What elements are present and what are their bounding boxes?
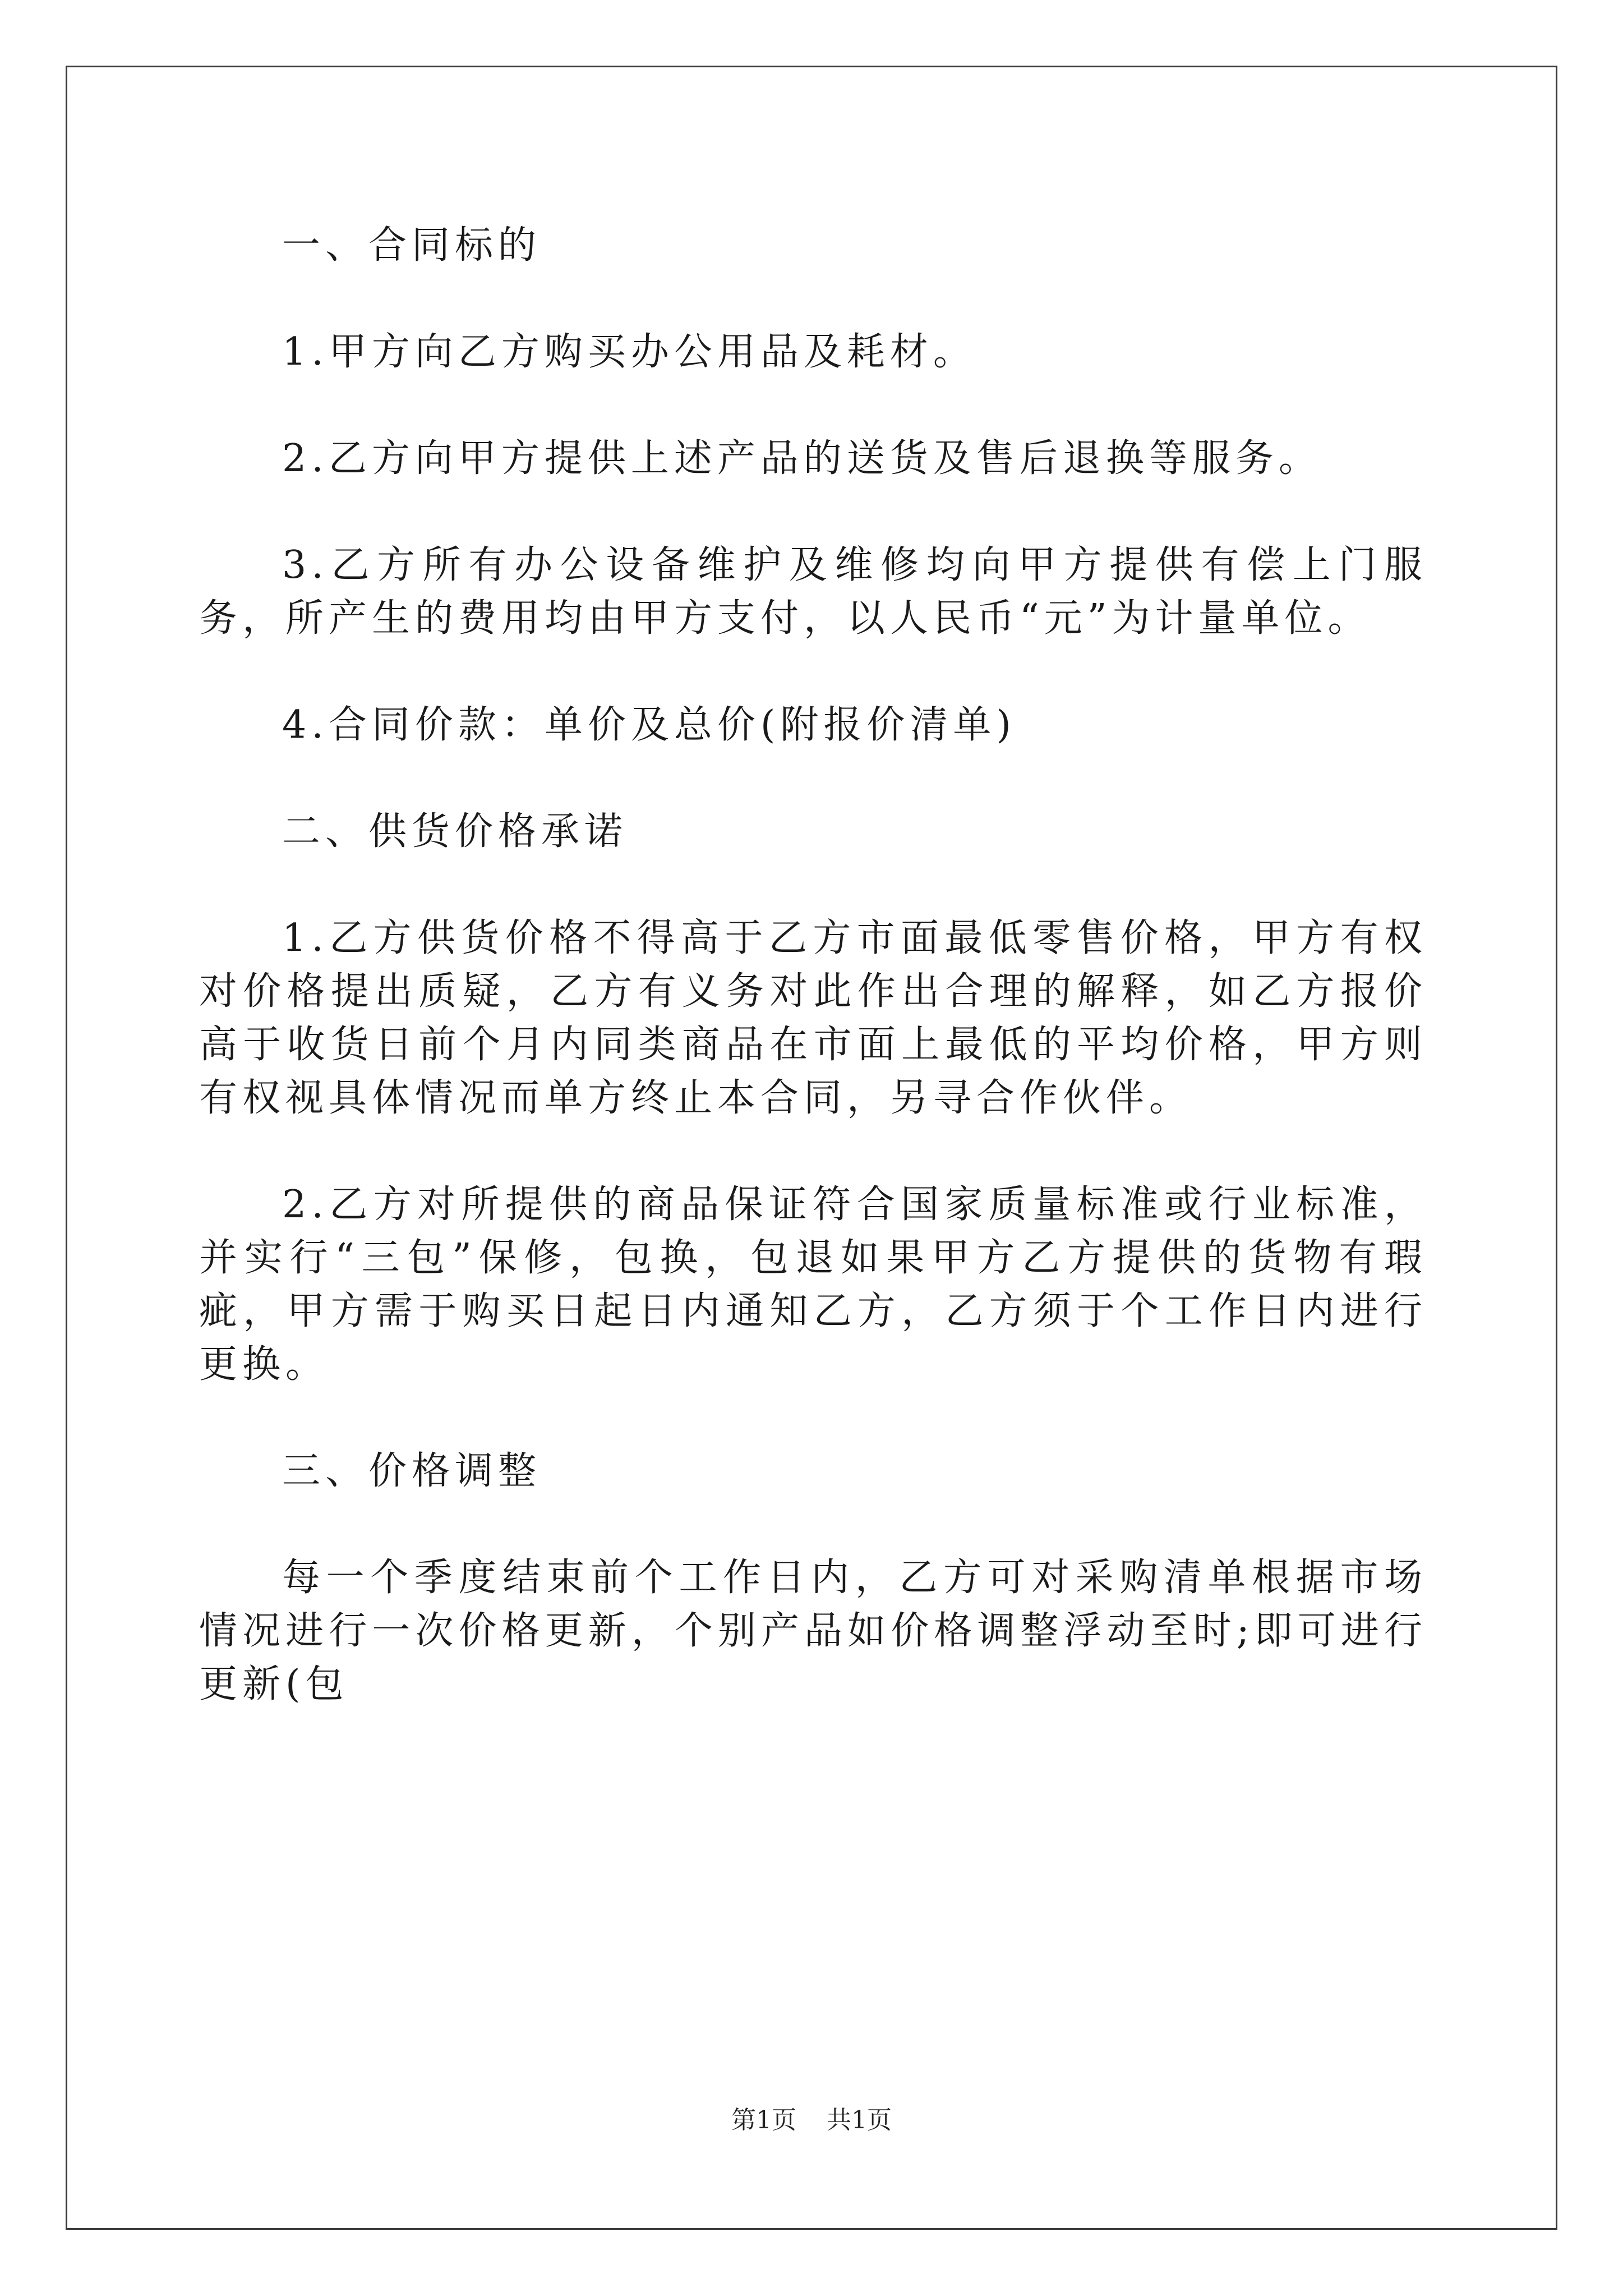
clause-paragraph: 每一个季度结束前个工作日内，乙方可对采购清单根据市场情况进行一次价格更新，个别产品如价格调整浮动至时;即可进行更新(包 (199, 1556, 1427, 1706)
document-body (199, 219, 1427, 1764)
page-number-current: 第1页 (731, 2106, 796, 2134)
clause-paragraph: 3.乙方所有办公设备维护及维修均向甲方提供有偿上门服务，所产生的费用均由甲方支付，以人民币“元”为计量单位。 (199, 543, 1427, 641)
page-number-total: 共1页 (827, 2106, 892, 2134)
section-heading-price-adjustment: 三、价格调整 (282, 1449, 542, 1493)
page-footer (0, 2104, 1623, 2137)
clause-paragraph: 4.合同价款：单价及总价(附报价清单) (282, 703, 1016, 747)
section-heading-price-commitment: 二、供货价格承诺 (282, 809, 628, 854)
clause-paragraph: 1.乙方供货价格不得高于乙方市面最低零售价格，甲方有权对价格提出质疑，乙方有义务对此作出合理的解释，如乙方报价高于收货日前个月内同类商品在市面上最低的平均价格，甲方则有权视具体情况而单方终止本合同，另寻合作伙伴。 (199, 916, 1427, 1120)
clause-paragraph: 2.乙方向甲方提供上述产品的送货及售后退换等服务。 (282, 436, 1322, 481)
clause-paragraph: 1.甲方向乙方购买办公用品及耗材。 (282, 330, 976, 374)
section-heading-subject: 一、合同标的 (282, 223, 542, 268)
clause-paragraph: 2.乙方对所提供的商品保证符合国家质量标准或行业标准，并实行“三包”保修，包换，包退如果甲方乙方提供的货物有瑕疵，甲方需于购买日起日内通知乙方，乙方须于个工作日内进行更换。 (199, 1182, 1427, 1387)
